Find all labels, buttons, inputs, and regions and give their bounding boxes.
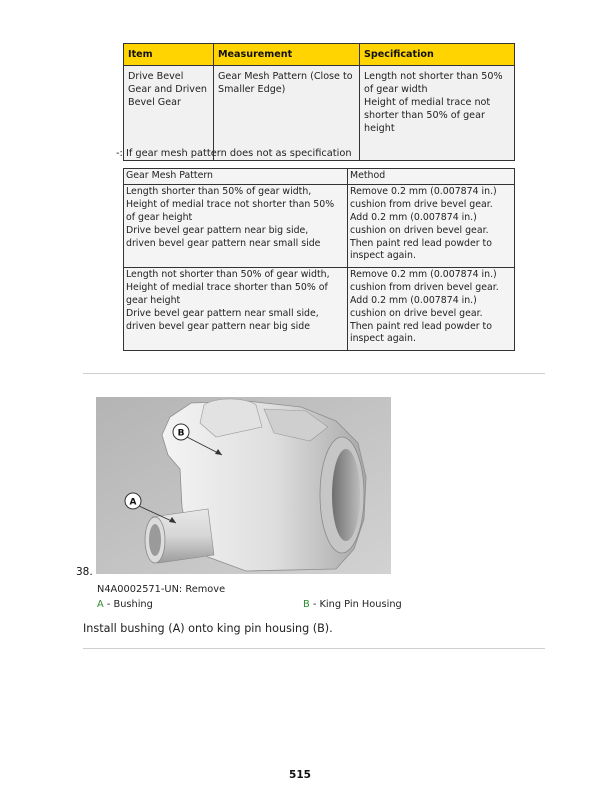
cell-line: driven bevel gear pattern near big side: [126, 320, 310, 332]
legend-key-a: A: [97, 599, 104, 610]
header-measurement: Measurement: [214, 44, 360, 66]
cell-line: Then paint red lead powder to: [350, 237, 492, 249]
table-row: [124, 66, 515, 161]
cell-line: Drive bevel gear pattern near big side,: [126, 224, 309, 236]
callout-a-label: A: [129, 497, 137, 508]
cell-method: [348, 267, 515, 350]
cell-line: cushion from drive bevel gear.: [350, 198, 493, 210]
cell-line: of gear height: [126, 211, 193, 223]
legend-text-a: - Bushing: [103, 599, 153, 610]
cell-line: Drive bevel gear pattern near small side,: [126, 307, 319, 319]
cell-line: inspect again.: [350, 250, 416, 262]
legend-item-a: [97, 599, 153, 610]
cell-line: inspect again.: [350, 333, 416, 345]
callout-a: [125, 493, 141, 509]
cell-line: shorter than 50% of gear: [364, 110, 485, 121]
cell-line: Height of medial trace shorter than 50% of: [126, 281, 328, 293]
cell-line: Smaller Edge): [218, 84, 286, 95]
cell-line: driven bevel gear pattern near small side: [126, 237, 321, 249]
cell-pattern: [124, 267, 348, 350]
legend-key-b: B: [303, 599, 310, 610]
table-row: [124, 267, 515, 350]
cell-line: Bevel Gear: [128, 97, 181, 108]
section-divider: [83, 373, 545, 374]
cell-line: Height of medial trace not shorter than 50%: [126, 198, 335, 210]
step-instruction: Install bushing (A) onto king pin housing (B).: [83, 622, 333, 635]
cell-line: Length not shorter than 50% of gear width,: [126, 268, 330, 280]
cell-line: gear height: [126, 294, 181, 306]
cell-line: of gear width: [364, 84, 428, 95]
cell-line: Remove 0.2 mm (0.007874 in.): [350, 185, 497, 197]
cell-line: Gear Mesh Pattern (Close to: [218, 71, 353, 82]
cell-line: Remove 0.2 mm (0.007874 in.): [350, 268, 497, 280]
cell-line: cushion from driven bevel gear.: [350, 281, 499, 293]
cell-line: Gear and Driven: [128, 84, 207, 95]
section-divider: [83, 648, 545, 649]
header-specification: Specification: [360, 44, 515, 66]
page-number: 515: [289, 769, 311, 781]
king-pin-housing-illustration: [96, 397, 391, 574]
header-gear-mesh-pattern: Gear Mesh Pattern: [124, 169, 348, 185]
header-method: Method: [348, 169, 515, 185]
figure-caption: N4A0002571-UN: Remove: [97, 584, 226, 595]
cell-measurement: [214, 66, 360, 161]
cell-line: cushion on driven bevel gear.: [350, 224, 489, 236]
cell-line: Length not shorter than 50%: [364, 71, 503, 82]
cell-specification: [360, 66, 515, 161]
cell-line: height: [364, 123, 395, 134]
cell-item: [124, 66, 214, 161]
table-row: [124, 184, 515, 267]
cell-line: Drive Bevel: [128, 71, 184, 82]
specification-table: [123, 43, 515, 161]
legend-item-b: [303, 599, 402, 610]
cell-line: Height of medial trace not: [364, 97, 491, 108]
cell-line: cushion on drive bevel gear.: [350, 307, 483, 319]
step-number: 38.: [76, 566, 93, 578]
specification-note: -: If gear mesh pattern does not as specification: [116, 148, 352, 159]
header-item: Item: [124, 44, 214, 66]
cell-line: Add 0.2 mm (0.007874 in.): [350, 211, 477, 223]
cell-line: Add 0.2 mm (0.007874 in.): [350, 294, 477, 306]
legend-text-b: - King Pin Housing: [309, 599, 402, 610]
cell-pattern: [124, 184, 348, 267]
gear-mesh-table: [123, 168, 515, 351]
callout-b-label: B: [177, 428, 185, 439]
callout-b: [173, 424, 189, 440]
cell-line: Then paint red lead powder to: [350, 320, 492, 332]
cell-line: Length shorter than 50% of gear width,: [126, 185, 312, 197]
cell-method: [348, 184, 515, 267]
